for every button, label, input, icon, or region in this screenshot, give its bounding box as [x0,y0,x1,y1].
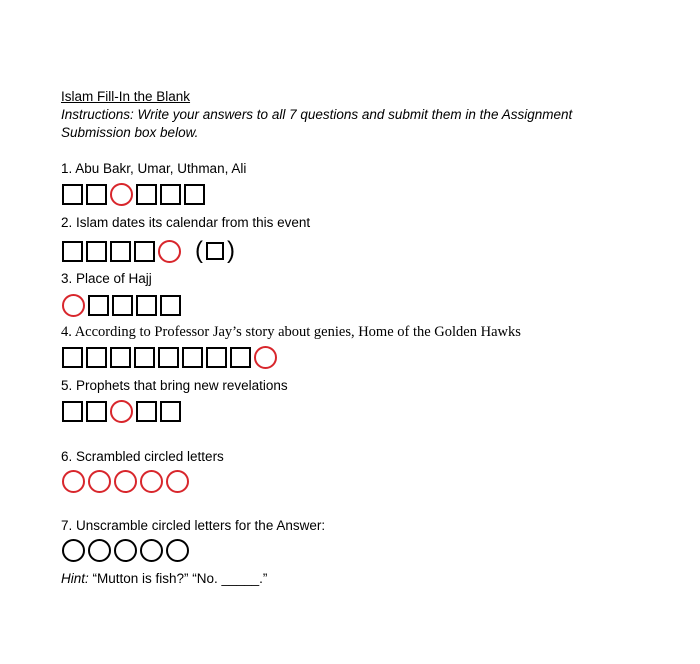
answer-square-box [62,347,83,368]
answer-square-box [134,347,155,368]
answer-square-box [136,184,157,205]
hint-text: “Mutton is fish?” “No. _____.” [88,571,268,586]
question-3-answer-boxes [62,292,181,318]
circled-letter-box [88,470,111,493]
answer-square-box [136,295,157,316]
answer-square-box [86,184,107,205]
question-5-answer-boxes [62,398,181,424]
question-5-text: 5. Prophets that bring new revelations [61,378,288,393]
answer-square-box [62,401,83,422]
final-answer-circle-box [62,539,85,562]
circled-letter-box [62,470,85,493]
question-1-answer-boxes [62,181,205,207]
final-answer-circle-box [88,539,111,562]
circled-letter-box [140,470,163,493]
answer-square-box [112,295,133,316]
answer-square-box [182,347,203,368]
circled-letter-box [110,400,133,423]
page-title: Islam Fill-In the Blank [61,89,191,104]
final-answer-circle-box [114,539,137,562]
answer-square-box [62,184,83,205]
answer-square-box [206,242,224,260]
answer-square-box [86,241,107,262]
question-2-main-boxes [62,240,181,263]
close-paren: ) [227,237,235,264]
answer-square-box [110,347,131,368]
answer-square-box [86,401,107,422]
question-2-answer-boxes [62,238,235,264]
circled-letter-box [62,294,85,317]
answer-square-box [160,184,181,205]
final-answer-circle-box [140,539,163,562]
question-6-answer-boxes [62,468,189,494]
question-2-text: 2. Islam dates its calendar from this event [61,215,311,230]
instructions-line-1: Instructions: Write your answers to all 7 questions and submit them in the Assignment [61,107,573,122]
instructions-line-2: Submission box below. [61,125,199,140]
answer-square-box [158,347,179,368]
circled-letter-box [166,470,189,493]
answer-square-box [88,295,109,316]
hint-label: Hint: [61,571,89,586]
circled-letter-box [110,183,133,206]
circled-letter-box [158,240,181,263]
question-2-paren-boxes [206,242,224,260]
question-4-answer-boxes [62,344,277,370]
answer-square-box [62,241,83,262]
answer-square-box [86,347,107,368]
answer-square-box [136,401,157,422]
question-7-answer-boxes [62,537,189,563]
open-paren: ( [195,237,203,264]
question-7-text: 7. Unscramble circled letters for the Answer: [61,518,326,533]
question-1-text: 1. Abu Bakr, Umar, Uthman, Ali [61,161,247,176]
answer-square-box [230,347,251,368]
answer-square-box [134,241,155,262]
answer-square-box [184,184,205,205]
answer-square-box [160,401,181,422]
question-3-text: 3. Place of Hajj [61,271,152,286]
circled-letter-box [254,346,277,369]
question-6-text: 6. Scrambled circled letters [61,449,224,464]
final-answer-circle-box [166,539,189,562]
circled-letter-box [114,470,137,493]
hint [61,570,267,588]
answer-square-box [160,295,181,316]
answer-square-box [110,241,131,262]
answer-square-box [206,347,227,368]
question-4-text: 4. According to Professor Jay’s story about genies, Home of the Golden Hawks [61,324,521,340]
